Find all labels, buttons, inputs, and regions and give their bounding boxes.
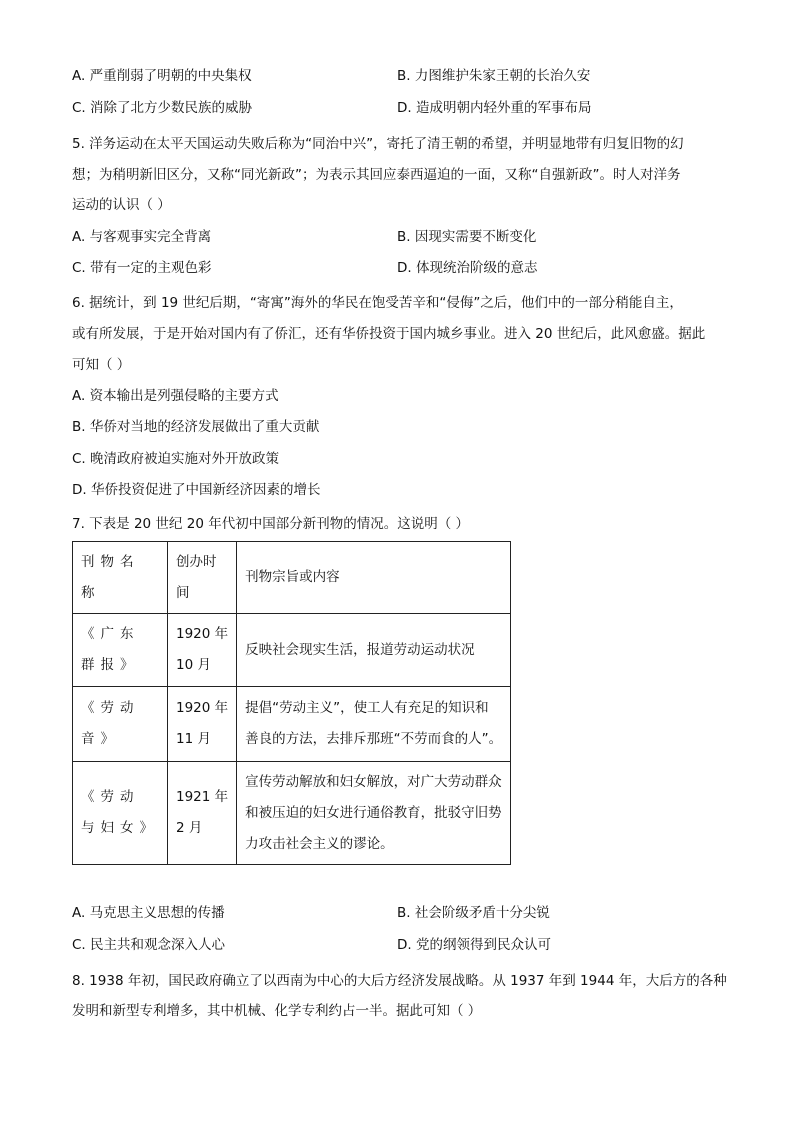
table-row: [73, 762, 511, 865]
cell-text: 间: [176, 584, 190, 601]
cell-text: 《劳动: [81, 789, 140, 805]
cell-text: 《劳动: [81, 700, 140, 716]
q4-option-d: D. 造成明朝内轻外重的军事布局: [397, 100, 592, 116]
cell-text: 群报》: [81, 657, 140, 673]
q7-option-a: A. 马克思主义思想的传播: [72, 905, 225, 921]
cell-date: [168, 614, 237, 687]
cell-name: [73, 614, 168, 687]
cell-content: [237, 762, 511, 865]
q5-stem-line-3: 运动的认识（ ）: [72, 197, 171, 213]
cell-text: 称: [81, 584, 101, 601]
q7-option-d: D. 党的纲领得到民众认可: [397, 937, 551, 953]
table-header-row: [73, 542, 511, 614]
q4-option-b: B. 力图维护朱家王朝的长治久安: [397, 68, 591, 84]
cell-text: 《广东: [81, 626, 140, 642]
cell-date: [168, 762, 237, 865]
cell-text: 善良的方法，去排斥那班“不劳而食的人”。: [245, 731, 503, 747]
table-row: [73, 614, 511, 687]
cell-text: 1921 年: [176, 789, 229, 805]
cell-name: [73, 687, 168, 762]
cell-text: 反映社会现实生活，报道劳动运动状况: [245, 641, 475, 658]
header-cell-name: [73, 542, 168, 614]
header-cell-date: [168, 542, 237, 614]
cell-content: [237, 614, 511, 687]
cell-text: 2 月: [176, 820, 203, 836]
cell-text: 提倡“劳动主义”，使工人有充足的知识和: [245, 700, 489, 716]
q7-stem: 7. 下表是 20 世纪 20 年代初中国部分新刊物的情况。这说明（ ）: [72, 516, 469, 532]
q6-stem-line-3: 可知（ ）: [72, 357, 131, 373]
q5-option-b: B. 因现实需要不断变化: [397, 229, 537, 245]
table-row: [73, 687, 511, 762]
q4-option-a: A. 严重削弱了明朝的中央集权: [72, 68, 252, 84]
cell-text: 和被压迫的妇女进行通俗教育，批驳守旧势: [245, 804, 502, 821]
cell-date: [168, 687, 237, 762]
cell-content: [237, 687, 511, 762]
cell-name: [73, 762, 168, 865]
cell-text: 1920 年: [176, 700, 229, 716]
q5-stem-line-2: 想；为稍明新旧区分，又称“同光新政”；为表示其回应泰西逼迫的一面，又称“自强新政”。时人对洋务: [72, 167, 681, 183]
cell-text: 刊物名: [81, 553, 140, 570]
q7-option-b: B. 社会阶级矛盾十分尖锐: [397, 905, 550, 921]
cell-text: 与妇女》: [81, 820, 159, 836]
q6-option-b: B. 华侨对当地的经济发展做出了重大贡献: [72, 419, 320, 435]
q6-stem-line-2: 或有所发展，于是开始对国内有了侨汇，还有华侨投资于国内城乡事业。进入 20 世纪后，此风愈盛。据此: [72, 326, 706, 342]
cell-text: 11 月: [176, 731, 211, 747]
cell-text: 1920 年: [176, 626, 229, 642]
cell-text: 创办时: [176, 553, 217, 570]
header-cell-content: [237, 542, 511, 614]
q5-option-c: C. 带有一定的主观色彩: [72, 260, 212, 276]
q7-option-c: C. 民主共和观念深入人心: [72, 937, 226, 953]
q5-option-d: D. 体现统治阶级的意志: [397, 260, 538, 276]
q5-stem-line-1: 5. 洋务运动在太平天国运动失败后称为“同治中兴”，寄托了清王朝的希望，并明显地带有归复旧物的幻: [72, 136, 684, 152]
q8-stem-line-1: 8. 1938 年初，国民政府确立了以西南为中心的大后方经济发展战略。从 1937 年到 1944 年，大后方的各种: [72, 973, 727, 989]
cell-text: 力攻击社会主义的谬论。: [245, 835, 394, 852]
cell-text: 10 月: [176, 657, 211, 673]
q6-option-d: D. 华侨投资促进了中国新经济因素的增长: [72, 482, 321, 498]
cell-text: 宣传劳动解放和妇女解放，对广大劳动群众: [245, 773, 502, 790]
cell-text: 音》: [81, 731, 120, 747]
q5-option-a: A. 与客观事实完全背离: [72, 229, 212, 245]
cell-text: 刊物宗旨或内容: [245, 569, 340, 585]
q6-stem-line-1: 6. 据统计，到 19 世纪后期，“寄寓”海外的华民在饱受苦辛和“侵侮”之后，他们中的一部分稍能自主，: [72, 295, 683, 311]
q6-option-c: C. 晚清政府被迫实施对外开放政策: [72, 451, 280, 467]
q4-option-c: C. 消除了北方少数民族的威胁: [72, 100, 253, 116]
journal-table: [72, 541, 511, 865]
q6-option-a: A. 资本输出是列强侵略的主要方式: [72, 388, 279, 404]
q8-stem-line-2: 发明和新型专利增多，其中机械、化学专利约占一半。据此可知（ ）: [72, 1003, 482, 1019]
